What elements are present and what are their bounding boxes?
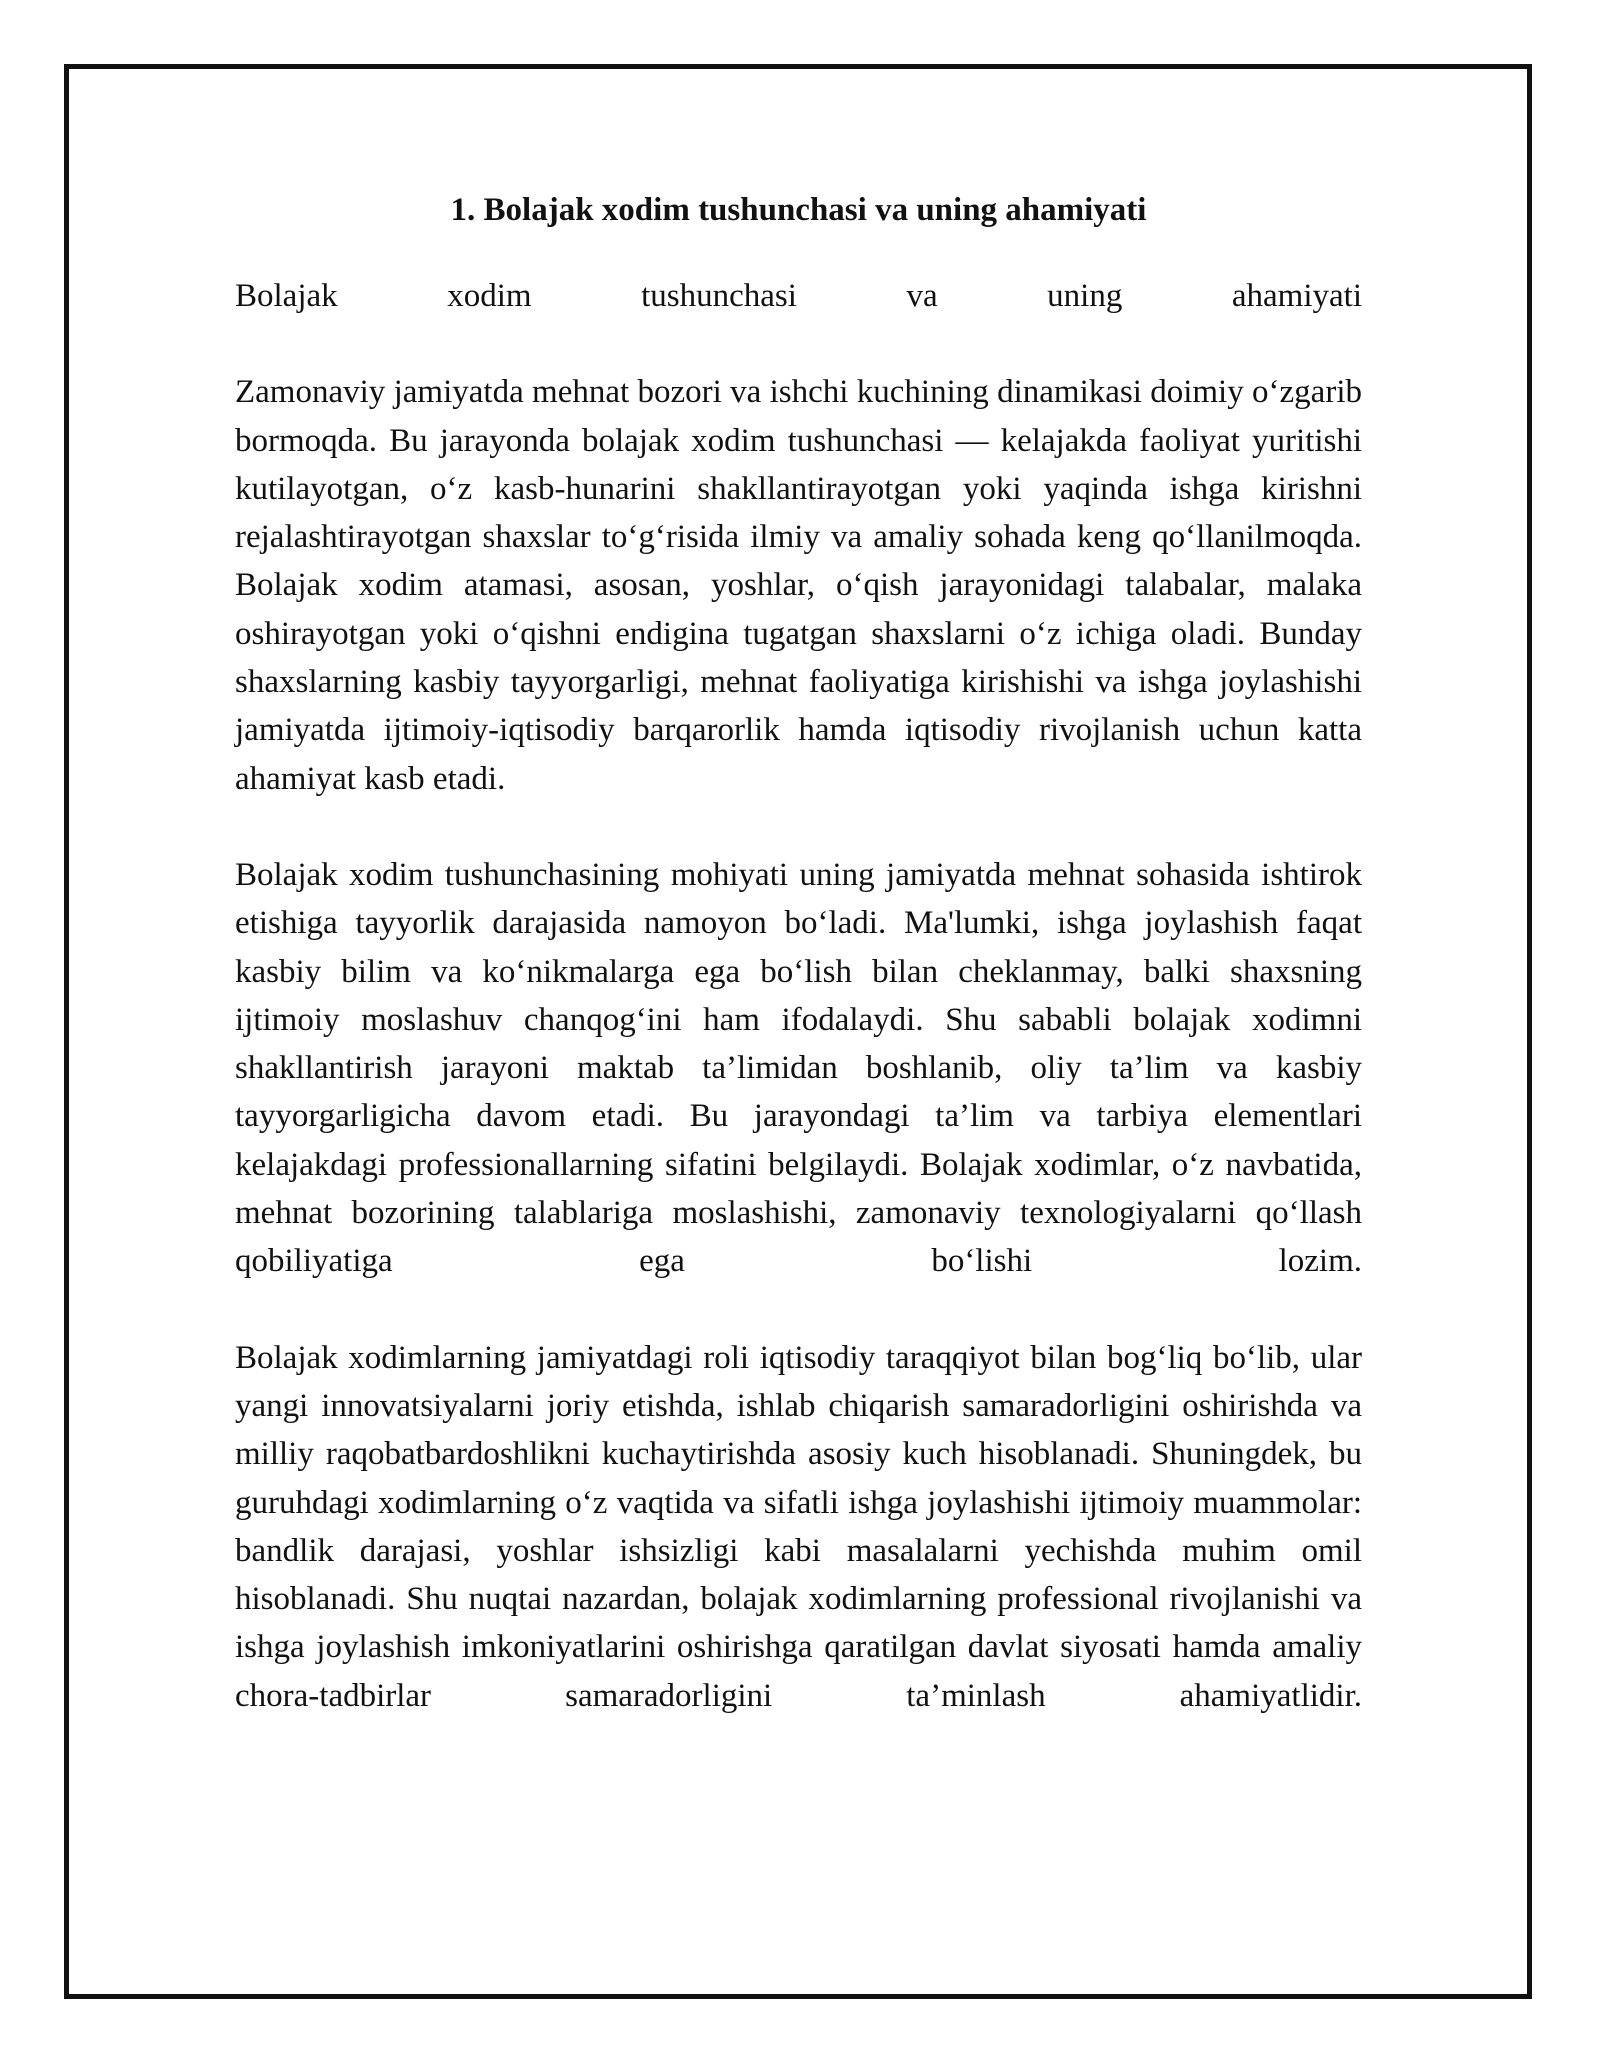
paragraph-gap	[235, 1286, 1362, 1334]
paragraph-gap	[235, 803, 1362, 851]
paragraph-3: Bolajak xodimlarning jamiyatdagi roli iqtisodiy taraqqiyot bilan bog‘liq bo‘lib, ular yangi innovatsiyalarni joriy etishda, ishlab chiqarish samaradorligini oshirishda va milliy raqobatbardoshlikni kuchaytirishda asosiy kuch hisoblanadi. Shuningdek, bu guruhdagi xodimlarning o‘z vaqtida va sifatli ishga joylashishi ijtimoiy muammolar: bandlik darajasi, yoshlar ishsizligi kabi masalalarni yechishda muhim omil hisoblanadi. Shu nuqtai nazardan, bolajak xodimlarning professional rivojlanishi va ishga joylashish imkoniyatlarini oshirishga qaratilgan davlat siyosati hamda amaliy chora-tadbirlar samaradorligini ta’minlash ahamiyatlidir.	[235, 1339, 1362, 1714]
paragraph-1: Zamonaviy jamiyatda mehnat bozori va ishchi kuchining dinamikasi doimiy o‘zgarib bormoqda. Bu jarayonda bolajak xodim tushunchasi — kelajakda faoliyat yuritishi kutilayotgan, o‘z kasb-hunarini shakllantirayotgan yoki yaqinda ishga kirishni rejalashtirayotgan shaxslar to‘g‘risida ilmiy va amaliy sohada keng qo‘llanilmoqda. Bolajak xodim atamasi, asosan, yoshlar, o‘qish jarayonidagi talabalar, malaka oshirayotgan yoki o‘qishni endigina tugatgan shaxslarni o‘z ichiga oladi. Bunday shaxslarning kasbiy tayyorgarligi, mehnat faoliyatiga kirishishi va ishga joylashishi jamiyatda ijtimoiy-iqtisodiy barqarorlik hamda iqtisodiy rivojlanish uchun katta ahamiyat kasb etadi.	[235, 374, 1362, 797]
document-title: 1. Bolajak xodim tushunchasi va uning ahamiyati	[450, 192, 1147, 228]
document-body	[235, 188, 1362, 1720]
section-subheading: Bolajak xodim tushunchasi va uning ahamiyati	[235, 278, 1362, 314]
paragraph-2: Bolajak xodim tushunchasining mohiyati uning jamiyatda mehnat sohasida ishtirok etishiga tayyorlik darajasida namoyon bo‘ladi. Ma'lumki, ishga joylashish faqat kasbiy bilim va ko‘nikmalarga ega bo‘lish bilan cheklanmay, balki shaxsning ijtimoiy moslashuv chanqog‘ini ham ifodalaydi. Shu sababli bolajak xodimni shakllantirish jarayoni maktab ta’limidan boshlanib, oliy ta’lim va kasbiy tayyorgarligicha davom etadi. Bu jarayondagi ta’lim va tarbiya elementlari kelajakdagi professionallarning sifatini belgilaydi. Bolajak xodimlar, o‘z navbatida, mehnat bozorining talablariga moslashishi, zamonaviy texnologiyalarni qo‘llash qobiliyatiga ega bo‘lishi lozim.	[235, 856, 1362, 1280]
